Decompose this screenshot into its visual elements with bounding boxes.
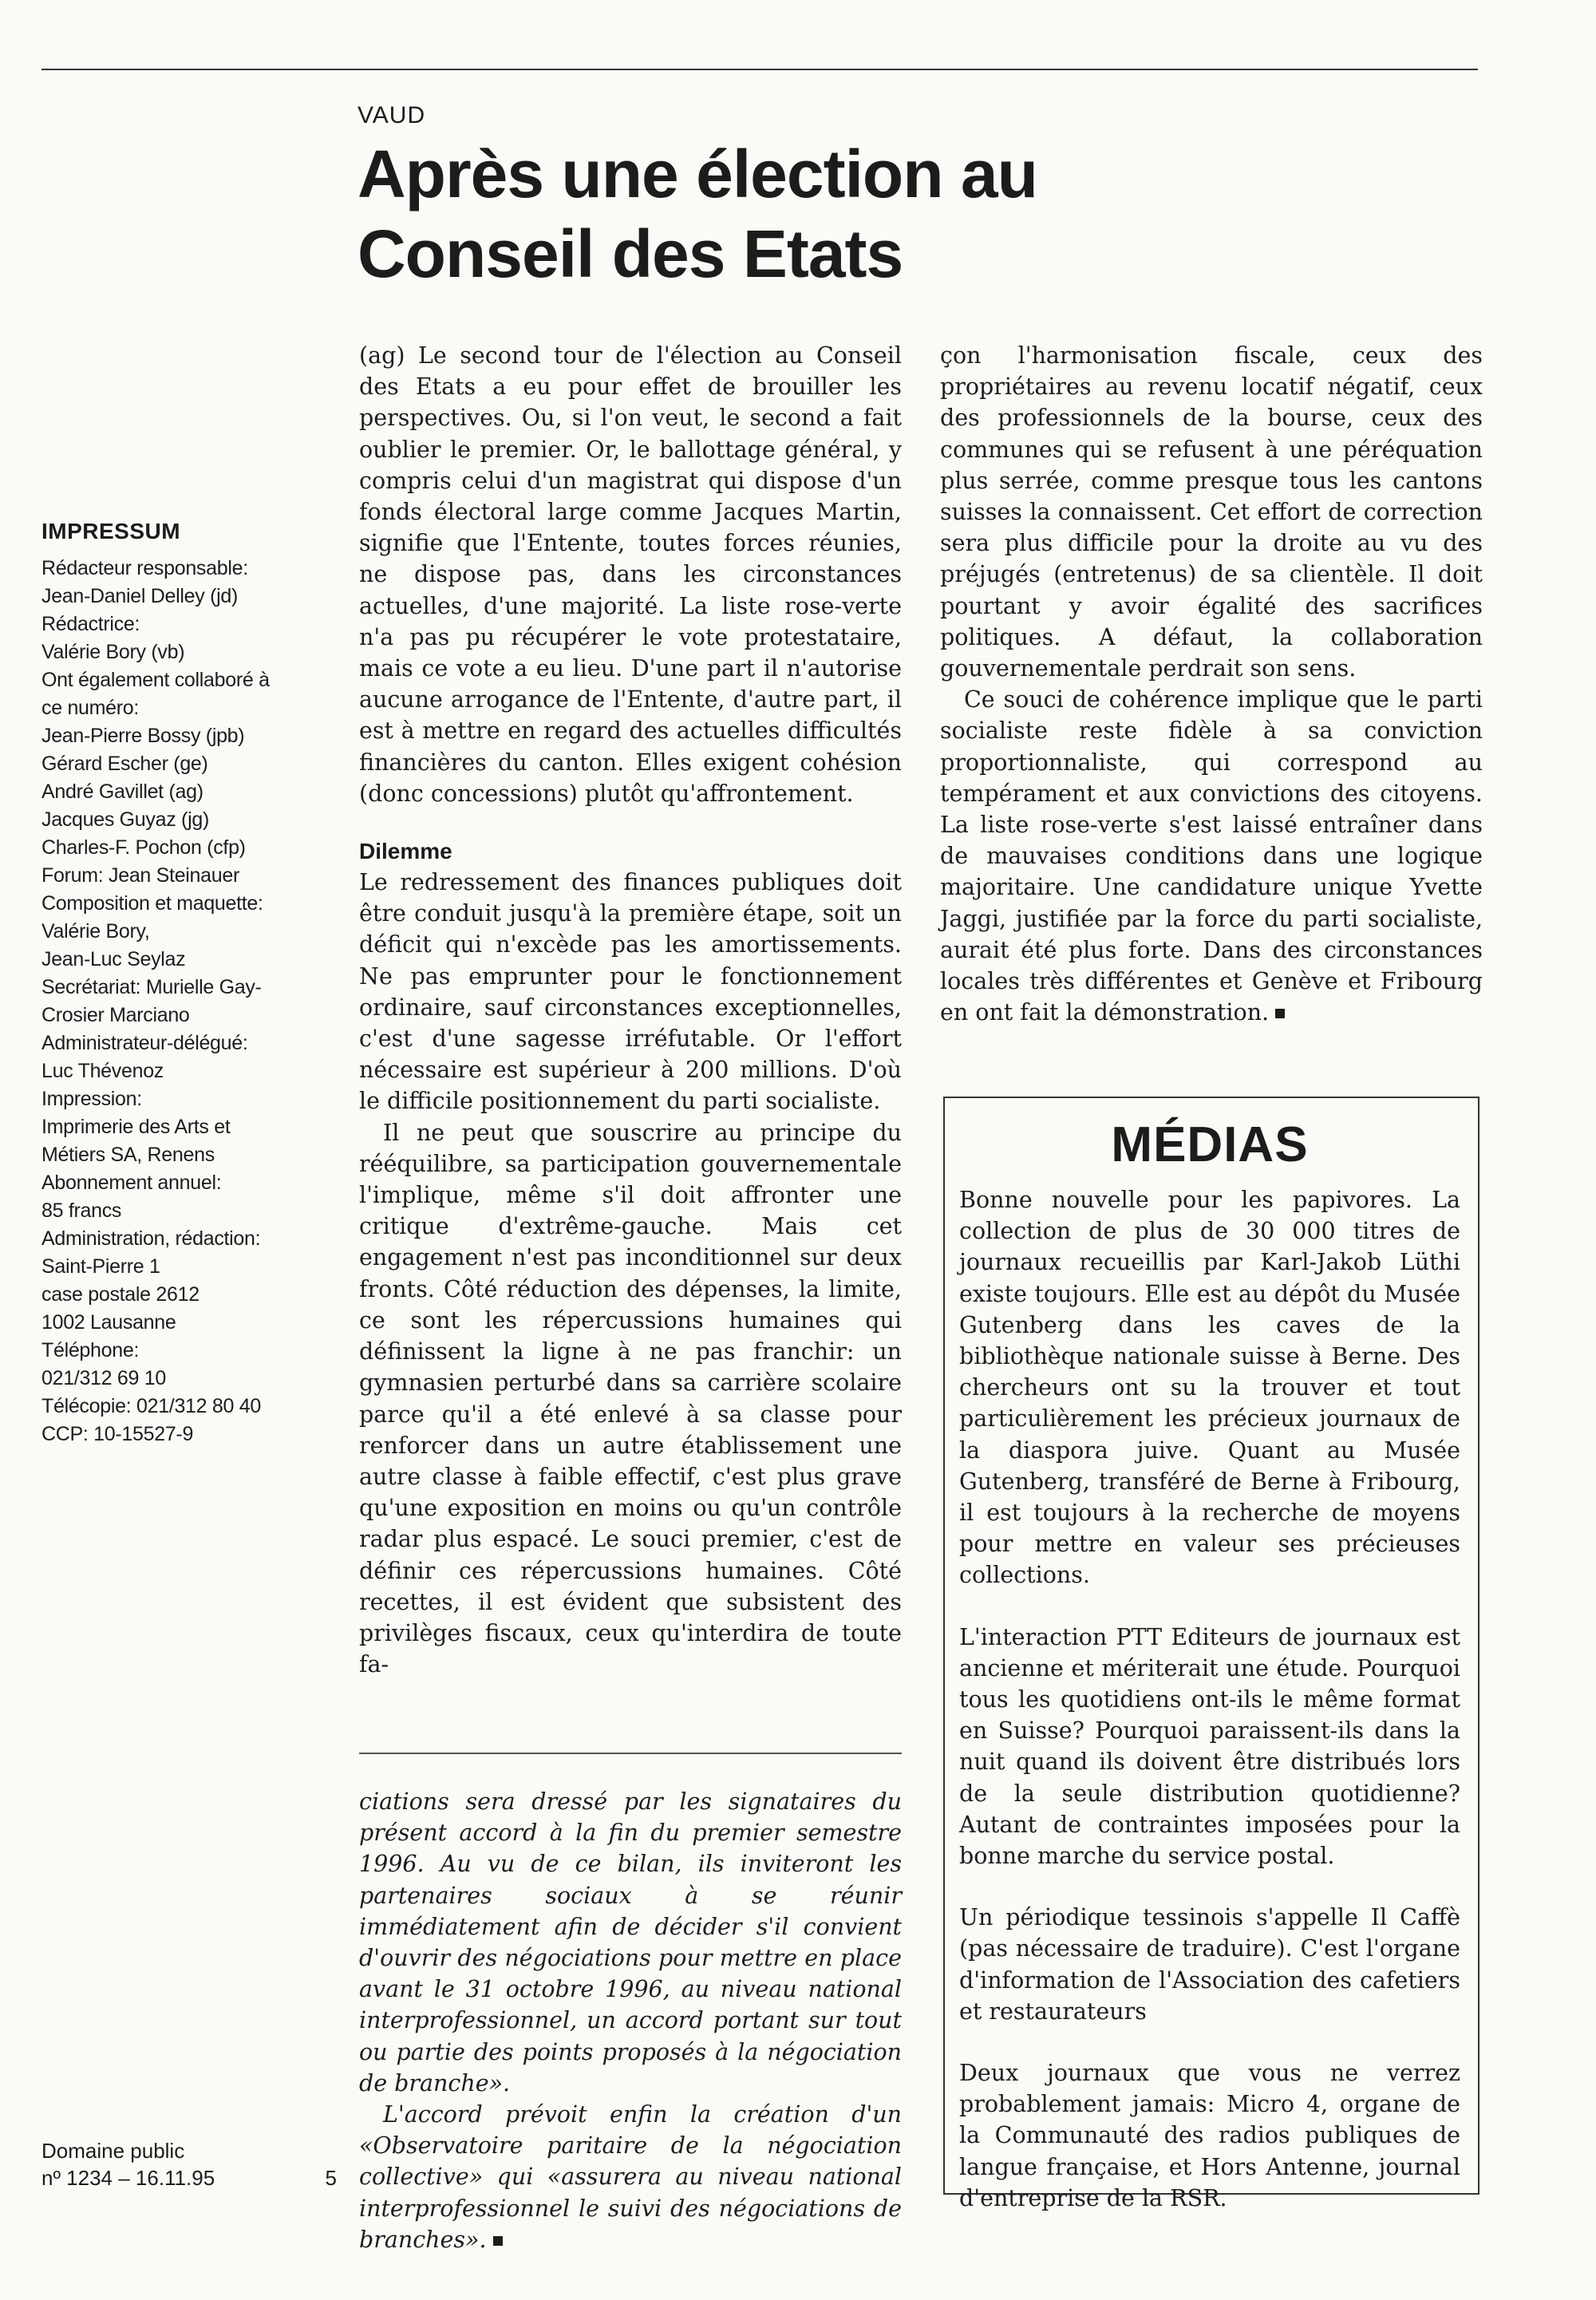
media-paragraph: Deux journaux que vous ne verrez probablement jamais: Micro 4, organe de la Communauté des radios publiques de langue française, et Hors Antenne, journal d'entreprise de la RSR. (959, 2060, 1460, 2211)
article-paragraph: Il ne peut que souscrire au principe du rééquilibre, sa participation gouvernementale l'implique, même s'il doit affronter une critique d'extrême-gauche. Mais cet engagement n'est pas inconditionnel sur deux fronts. Côté réduction des dépenses, la limite, ce sont les répercussions humaines qui définissent la ligne à ne pas franchir: un gymnasien perturbé dans sa carrière scolaire parce qu'il a été enlevé à sa classe pour renforcer dans un autre établissement une autre classe à faible effectif, c'est plus grave qu'une exposition en moins ou qu'un contrôle radar plus espacé. Le souci premier, c'est de définir ces répercussions humaines. Côté recettes, il est évident que subsistent des privilèges fiscaux, ceux qu'interdira de toute fa- (359, 1119, 902, 1678)
impressum (41, 517, 321, 1448)
impressum-line: CCP: 10-15527-9 (41, 1423, 194, 1445)
article-paragraph-text: Ce souci de cohérence implique que le parti socialiste reste fidèle à sa conviction proportionnaliste, qui correspond au tempérament et aux convictions des citoyens. La liste rose-verte s'est laissé entraîner dans de mauvaises conditions dans une logique majoritaire. Une candidature unique Yvette Jaggi, justifiée par la force du parti socialiste, aurait été plus forte. Dans des circonstances locales très différentes et Genève et Fribourg en ont fait la démonstration. (940, 686, 1483, 1026)
issue-info: nº 1234 – 16.11.95 (41, 2166, 215, 2190)
impressum-line: Administrateur-délégué: (41, 1032, 248, 1054)
continued-paragraph-text: L'accord prévoit enfin la création d'un «Observatoire paritaire de la négociation collective» qui «assurera au niveau national interprofessionnel le suivi des négociations de branches». (359, 2101, 902, 2253)
impressum-line: Charles-F. Pochon (cfp) (41, 836, 246, 859)
article-paragraph: çon l'harmonisation fiscale, ceux des propriétaires au revenu locatif négatif, ceux des professionnels de la bourse, ceux des communes qui se refusent à une péréquation plus serrée, comme presque tous les cantons suisses la connaissent. Cet effort de correction sera plus difficile pour la droite au vu des préjugés (entretenus) de sa clientèle. Il doit pourtant y avoir égalité des sacrifices politiques. A défaut, la collaboration gouvernementale perdrait son sens. (940, 342, 1483, 682)
media-paragraph: Bonne nouvelle pour les papivores. La collection de plus de 30 000 titres de journaux recueillis par Karl-Jakob Lüthi existe toujours. Elle est au dépôt du Musée Gutenberg dans les caves de la bibliothèque nationale suisse à Berne. Des chercheurs ont su la trouver et tout particulièrement les précieux journaux de la diaspora juive. Quant au Musée Gutenberg, transféré de Berne à Fribourg, il est toujours à la recherche de moyens pour mettre en valeur ses précieuses collections. (959, 1187, 1460, 1589)
impressum-line: André Gavillet (ag) (41, 780, 203, 803)
impressum-line: Ont également collaboré à (41, 669, 270, 691)
end-mark-icon (493, 2236, 503, 2246)
impressum-line: 1002 Lausanne (41, 1311, 176, 1334)
media-title: MÉDIAS (1111, 1117, 1309, 1172)
impressum-heading: IMPRESSUM (41, 519, 181, 543)
impressum-line: Valérie Bory (vb) (41, 641, 185, 663)
impressum-line: case postale 2612 (41, 1283, 200, 1306)
impressum-line: ce numéro: (41, 697, 140, 719)
article-column-2 (940, 340, 1483, 1028)
impressum-line: Téléphone: (41, 1339, 140, 1361)
impressum-line: Crosier Marciano (41, 1004, 190, 1026)
media-box (943, 1097, 1479, 2211)
impressum-line: Impression: (41, 1088, 142, 1110)
impressum-line: Secrétariat: Murielle Gay- (41, 976, 262, 998)
page-footer (41, 2137, 337, 2191)
page-number: 5 (325, 2166, 337, 2190)
impressum-line: Jean-Pierre Bossy (jpb) (41, 725, 245, 747)
impressum-line: 021/312 69 10 (41, 1367, 166, 1389)
continued-article (359, 1786, 902, 2255)
impressum-line: Jean-Luc Seylaz (41, 948, 186, 970)
impressum-line: Télécopie: 021/312 80 40 (41, 1395, 261, 1417)
article-paragraph (940, 684, 1483, 1028)
impressum-line: Gérard Escher (ge) (41, 753, 208, 775)
article-column-1 (359, 340, 902, 1680)
article-paragraph: (ag) Le second tour de l'élection au Conseil des Etats a eu pour effet de brouiller les perspectives. Ou, si l'on veut, le second a fait oublier le premier. Or, le ballottage général, y compris celui d'un magistrat qui dispose d'un fonds électoral large comme Jacques Martin, signifie que l'Entente, toutes forces réunies, ne dispose pas, dans les circonstances actuelles, d'une majorité. La liste rose-verte n'a pas pu récupérer le vote protestataire, mais ce vote a eu lieu. D'une part il n'autorise aucune arrogance de l'Entente, d'autre part, il est à mettre en regard des actuelles difficultés financières du canton. Elles exigent cohésion (donc concessions) plutôt qu'affrontement. (359, 342, 902, 807)
impressum-line: Métiers SA, Renens (41, 1144, 215, 1166)
impressum-line: Jean-Daniel Delley (jd) (41, 585, 238, 607)
article-title: Après une élection au Conseil des Etats (358, 136, 1037, 291)
media-paragraph: L'interaction PTT Editeurs de journaux est ancienne et mériterait une étude. Pourquoi tous les quotidiens ont-ils le même format en Suisse? Pourquoi paraissent-ils dans la nuit quand ils doivent être distribués lors de la seule distribution quotidienne? Autant de contraintes imposées pour la bonne marche du service postal. (959, 1623, 1460, 1870)
top-rule (41, 69, 1478, 70)
impressum-line: 85 francs (41, 1199, 122, 1222)
continued-paragraph: ciations sera dressé par les signataires du présent accord à la fin du premier semestre 1996. Au vu de ce bilan, ils inviteront les partenaires sociaux à se réunir immédiatement afin de décider s'il convient d'ouvrir des négociations pour mettre en place avant le 31 octobre 1996, au niveau national interprofessionnel, un accord portant sur tout ou partie des points proposés à la négociation de branche». (359, 1788, 902, 2096)
article-subhead: Dilemme (359, 839, 452, 864)
publication-name: Domaine public (41, 2139, 185, 2163)
impressum-line: Forum: Jean Steinauer (41, 864, 239, 887)
impressum-line: Luc Thévenoz (41, 1060, 164, 1082)
impressum-line: Administration, rédaction: (41, 1227, 261, 1250)
article-paragraph: Le redressement des finances publiques doit être conduit jusqu'à la première étape, soit un déficit qui n'excède pas les amortissements. Ne pas emprunter pour le fonctionnement ordinaire, sauf circonstances exceptionnelles, c'est d'une sagesse irréfutable. Or l'effort nécessaire est supérieur à 200 millions. D'où le difficile positionnement du parti socialiste. (359, 869, 902, 1115)
article-kicker: VAUD (358, 102, 426, 128)
impressum-line: Rédactrice: (41, 613, 140, 635)
impressum-line: Saint-Pierre 1 (41, 1255, 160, 1278)
impressum-line: Valérie Bory, (41, 920, 150, 943)
impressum-line: Composition et maquette: (41, 892, 263, 915)
impressum-line: Abonnement annuel: (41, 1172, 222, 1194)
continued-paragraph (359, 2099, 902, 2255)
media-paragraph: Un périodique tessinois s'appelle Il Caffè (pas nécessaire de traduire). C'est l'organe d'information de l'Association des cafetiers et restaurateurs (959, 1904, 1460, 2025)
column-divider-rule (359, 1753, 902, 1754)
end-mark-icon (1275, 1009, 1285, 1018)
impressum-line: Imprimerie des Arts et (41, 1116, 231, 1138)
impressum-line: Rédacteur responsable: (41, 557, 248, 579)
impressum-line: Jacques Guyaz (jg) (41, 808, 209, 831)
